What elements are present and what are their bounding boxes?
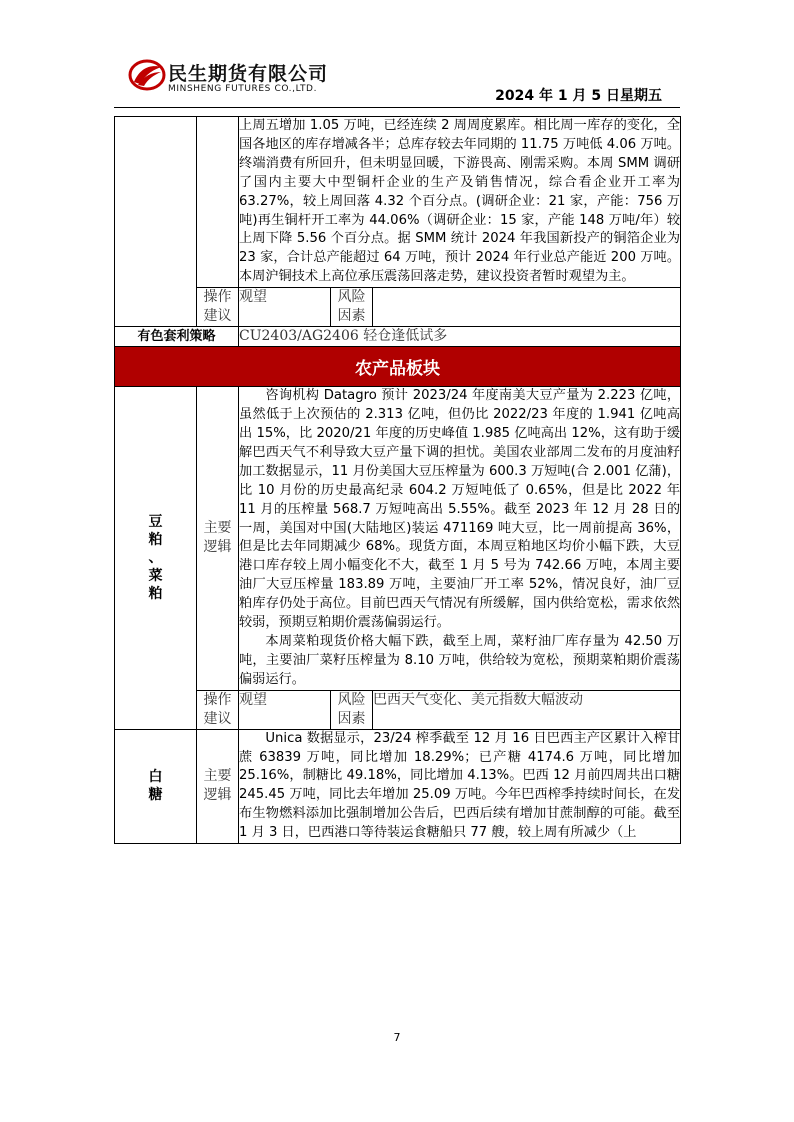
soy-risk-value: 巴西天气变化、美元指数大幅波动 — [373, 690, 681, 729]
copper-op-value: 观望 — [239, 288, 331, 327]
page-number: 7 — [393, 1031, 401, 1044]
sugar-name-char: 糖 — [148, 787, 163, 804]
copper-name-cell — [115, 117, 197, 327]
soy-risk-label: 风险因素 — [331, 690, 373, 729]
copper-risk-value — [373, 288, 681, 327]
sugar-paragraph-1: Unica 数据显示，23/24 榨季截至 12 月 16 日巴西主产区累计入榨甘蔗 63839 万吨，同比增加 18.29%；已产糖 4174.6 万吨，同比增加 25.16%，制糖比 49.18%，同比增加 4.13%。巴西 12 月前四周共出口糖 245.45 万吨，同比去年增加 25.09 万吨。今年巴西榨季持续时间长，在发布生物燃料添加比强制增加公告后，巴西后续有增加甘蔗制醇的可能。截至 1 月 3 日，巴西港口等待装运食糖船只 77 艘，较上周有所减少（上 — [239, 730, 681, 841]
soy-name-char: 、 — [148, 549, 163, 566]
sugar-logic-cell — [239, 729, 681, 843]
soy-paragraph-1: 咨询机构 Datagro 预计 2023/24 年度南美大豆产量为 2.223 亿吨，虽然低于上次预估的 2.313 亿吨，但仍比 2022/23 年度的 1.941 亿吨高出 15%，比 2020/21 年度的历史峰值 1.985 亿吨高出 12%，这有助于缓解巴西天气不利导致大豆产量下调的担忧。美国农业部周二发布的月度油籽加工数据显示，11 月份美国大豆压榨量为 600.3 万短吨(合 2.001 亿蒲)，比 10 月份的历史最高纪录 604.2 万短吨低了 0.65%，但是比 2022 年 11 月的压榨量 568.7 万短吨高出 5.55%。截至 2023 年 12 月 28 日的一周，美国对中国(大陆地区)装运 471169 吨大豆，比一周前提高 36%，但是比去年同期减少 68%。现货方面，本周豆粕地区均价小幅下跌，大豆港口库存较上周小幅变化不大，截至 1 月 5 号为 742.66 万吨，本周主要油厂大豆压榨量 183.89 万吨，主要油厂开工率 52%，情况良好，油厂豆粕库存仍处于高位。目前巴西天气情况有所缓解，国内供给宽松，需求依然较弱，预期豆粕期价震荡偏弱运行。 — [239, 388, 681, 631]
arbitrage-label: 有色套利策略 — [115, 327, 239, 347]
copper-op-label: 操作建议 — [197, 288, 239, 327]
sugar-logic-row — [115, 729, 681, 843]
copper-op-row — [115, 288, 681, 327]
header-divider — [114, 107, 680, 108]
section-banner-row — [115, 347, 681, 387]
company-name-en: MINSHENG FUTURES CO.,LTD. — [168, 84, 318, 94]
copper-logic-text: 上周五增加 1.05 万吨，已经连续 2 周周度累库。相比周一库存的变化，全国各地区的库存增减各半；总库存较去年同期的 11.75 万吨低 4.06 万吨。终端消费有所回升，但未明显回暖，下游畏高、刚需采购。本周 SMM 调研了国内主要大中型铜杆企业的生产及销售情况，综合看企业开工率为 63.27%，较上周回落 4.32 个百分点。(调研企业：21 家，产能：756 万吨)再生铜杆开工率为 44.06%（调研企业：15 家，产能 148 万吨/年）较上周下降 5.56 个百分点。据 SMM 统计 2024 年我国新投产的铜箔企业为 23 家，合计总产能超过 64 万吨，预计 2024 年行业总产能近 200 万吨。本周沪铜技术上高位承压震荡回落走势，建议投资者暂时观望为主。 — [239, 118, 681, 285]
copper-logic-row — [115, 117, 681, 288]
soy-op-label: 操作建议 — [197, 690, 239, 729]
soy-name-char: 粕 — [148, 531, 163, 548]
soy-name-char: 豆 — [148, 513, 163, 530]
soy-op-row — [115, 690, 681, 729]
page-header — [128, 55, 668, 103]
soy-paragraph-2: 本周菜粕现货价格大幅下跌，截至上周，菜籽油厂库存量为 42.50 万吨，主要油厂菜籽压榨量为 8.10 万吨，供给较为宽松，预期菜粕期价震荡偏弱运行。 — [239, 633, 681, 687]
sugar-name-cell — [115, 729, 197, 843]
soy-logic-label: 主要逻辑 — [197, 387, 239, 691]
arbitrage-value: CU2403/AG2406 轻仓逢低试多 — [239, 327, 681, 347]
soy-name-char: 粕 — [148, 585, 163, 602]
report-date: 2024 年 1 月 5 日星期五 — [495, 88, 662, 104]
minsheng-logo-icon — [128, 58, 166, 92]
company-name-cn: 民生期货有限公司 — [168, 63, 329, 85]
sugar-logic-label: 主要逻辑 — [197, 729, 239, 843]
copper-logic-cell — [239, 117, 681, 288]
section-banner: 农产品板块 — [115, 347, 681, 387]
soy-op-value: 观望 — [239, 690, 331, 729]
report-table — [114, 116, 681, 844]
soy-logic-row — [115, 387, 681, 691]
arbitrage-row — [115, 327, 681, 347]
copper-risk-label: 风险因素 — [331, 288, 373, 327]
soy-name-cell — [115, 387, 197, 730]
soy-name-char: 菜 — [148, 567, 163, 584]
sugar-name-char: 白 — [148, 769, 163, 786]
copper-logic-label-cell — [197, 117, 239, 288]
soy-logic-cell — [239, 387, 681, 691]
